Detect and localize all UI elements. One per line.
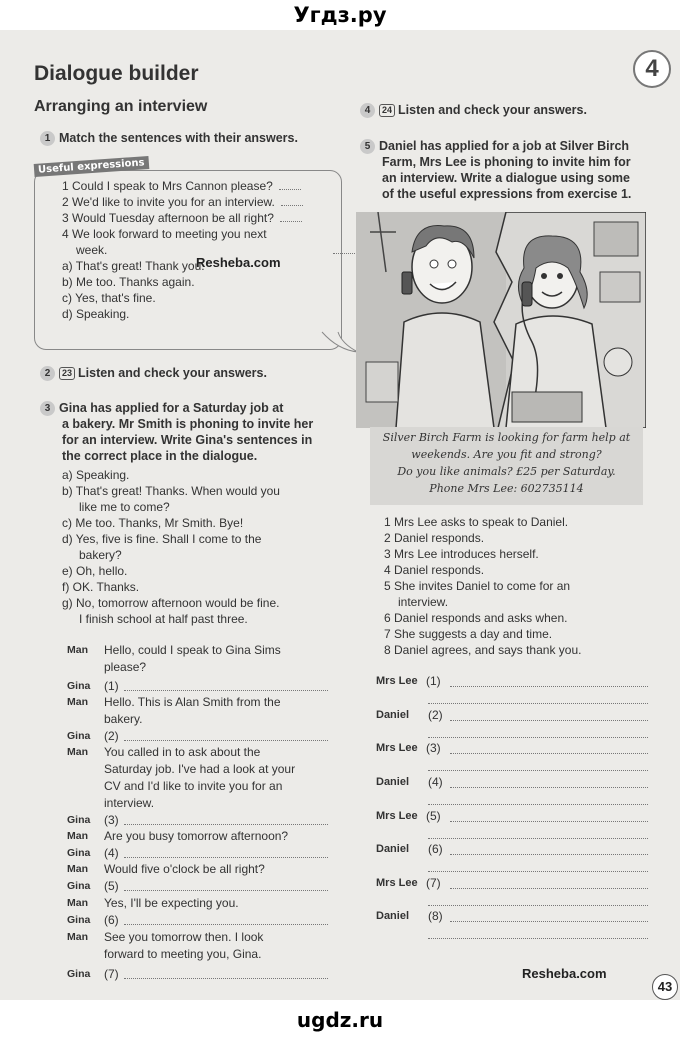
write-line-3b[interactable]: [428, 770, 648, 771]
dialogue-line: Hello. This is Alan Smith from the bakery.: [104, 695, 281, 726]
page-subtitle: Arranging an interview: [34, 98, 208, 115]
expression-item: 1 Could I speak to Mrs Cannon please?: [62, 178, 355, 194]
unit-number-badge: 4: [633, 50, 671, 88]
answer-gap-label: (1): [104, 679, 119, 693]
write-line-6b[interactable]: [428, 871, 648, 872]
step-item: 7 She suggests a day and time.: [384, 627, 553, 641]
write-line-8a[interactable]: [450, 921, 648, 922]
write-line-6a[interactable]: [450, 854, 648, 855]
answer-gap-label: (4): [104, 846, 119, 860]
line-number: (6): [428, 842, 443, 856]
speaker-label: Man: [67, 863, 88, 875]
step-item: 3 Mrs Lee introduces herself.: [384, 547, 539, 561]
line-number: (5): [426, 809, 441, 823]
speaker-label: Gina: [67, 880, 91, 892]
answer-line-6[interactable]: [124, 924, 328, 925]
option-item: b) That's great! Thanks. When would you: [62, 484, 280, 498]
cd-track-icon: 24: [379, 104, 395, 117]
write-line-2b[interactable]: [428, 737, 648, 738]
step-item: 8 Daniel agrees, and says thank you.: [384, 643, 582, 657]
line-number: (2): [428, 708, 443, 722]
speaker-label: Mrs Lee: [376, 810, 418, 822]
option-item: e) Oh, hello.: [62, 564, 128, 578]
option-item: a) Speaking.: [62, 468, 130, 482]
exercise-number: 1: [40, 131, 55, 146]
cd-track-icon: 23: [59, 367, 75, 380]
answer-gap-label: (3): [104, 813, 119, 827]
option-item: d) Yes, five is fine. Shall I come to the: [62, 532, 262, 546]
speaker-label: Mrs Lee: [376, 877, 418, 889]
line-number: (1): [426, 674, 441, 688]
write-line-4b[interactable]: [428, 804, 648, 805]
phone-call-illustration: [356, 212, 646, 428]
speaker-label: Man: [67, 897, 88, 909]
exercise-3-options: [62, 467, 280, 627]
exercise-1-instruction: [40, 130, 298, 146]
exercise-2-instruction: 2 23 Listen and check your answers.: [40, 365, 267, 381]
write-line-5b[interactable]: [428, 838, 648, 839]
answer-item: d) Speaking.: [62, 307, 130, 321]
exercise-number: 2: [40, 366, 55, 381]
write-line-3a[interactable]: [450, 753, 648, 754]
answer-gap-label: (5): [104, 879, 119, 893]
dialogue-line: You called in to ask about the Saturday job. I've had a look at your CV and I'd like to invite you for an interview.: [104, 745, 296, 810]
watermark: Resheba.com: [196, 255, 281, 270]
dialogue-line: Yes, I'll be expecting you.: [104, 896, 239, 910]
line-number: (7): [426, 876, 441, 890]
speaker-label: Man: [67, 830, 88, 842]
speaker-label: Gina: [67, 814, 91, 826]
watermark: Resheba.com: [522, 966, 607, 981]
exercise-4-instruction: 4 24 Listen and check your answers.: [360, 102, 587, 118]
speaker-label: Man: [67, 746, 88, 758]
option-item-cont: bakery?: [79, 548, 122, 562]
exercise-number: 4: [360, 103, 375, 118]
exercise-5-instruction: 5 Daniel has applied for a job at Silver Birch Farm, Mrs Lee is phoning to invite him for an interview. Write a dialogue using some of the useful expressions from exercise 1.: [360, 138, 660, 202]
expression-item-cont: week.: [62, 242, 355, 258]
write-line-1a[interactable]: [450, 686, 648, 687]
textbook-page: [0, 30, 680, 1000]
write-line-4a[interactable]: [450, 787, 648, 788]
site-footer: ugdz.ru: [296, 1008, 384, 1032]
dialogue-line: Would five o'clock be all right?: [104, 862, 265, 876]
answer-gap-label: (7): [104, 967, 119, 981]
answer-line-5[interactable]: [124, 890, 328, 891]
speaker-label: Daniel: [376, 709, 410, 721]
dialogue-line: Are you busy tomorrow afternoon?: [104, 829, 289, 843]
speaker-label: Gina: [67, 680, 91, 692]
speaker-label: Man: [67, 931, 88, 943]
answer-gap-label: (2): [104, 729, 119, 743]
answer-gap-label: (6): [104, 913, 119, 927]
option-item: f) OK. Thanks.: [62, 580, 140, 594]
speaker-label: Gina: [67, 847, 91, 859]
step-item: 6 Daniel responds and asks when.: [384, 611, 568, 625]
step-item: 4 Daniel responds.: [384, 563, 485, 577]
exercise-3-instruction: 3 Gina has applied for a Saturday job at a bakery. Mr Smith is phoning to invite her for an interview. Write Gina's sentences in the correct place in the dialogue.: [40, 400, 340, 464]
speaker-label: Man: [67, 644, 88, 656]
write-line-2a[interactable]: [450, 720, 648, 721]
speaker-label: Daniel: [376, 910, 410, 922]
useful-expressions-tag: Useful expressions: [34, 156, 149, 177]
speaker-label: Mrs Lee: [376, 742, 418, 754]
write-line-8b[interactable]: [428, 938, 648, 939]
line-number: (3): [426, 741, 441, 755]
answer-item: a) That's great! Thank you.: [62, 259, 205, 273]
speaker-label: Daniel: [376, 776, 410, 788]
speaker-label: Gina: [67, 968, 91, 980]
write-line-1b[interactable]: [428, 703, 648, 704]
speaker-label: Mrs Lee: [376, 675, 418, 687]
instruction-text: Match the sentences with their answers.: [59, 131, 298, 145]
answer-item: c) Yes, that's fine.: [62, 291, 156, 305]
speaker-label: Man: [67, 696, 88, 708]
option-item-cont: I finish school at half past three.: [79, 612, 248, 626]
expression-item: 2 We'd like to invite you for an interview.: [62, 194, 355, 210]
answer-line-4[interactable]: [124, 857, 328, 858]
step-item: 5 She invites Daniel to come for an: [384, 579, 571, 593]
speaker-label: Gina: [67, 730, 91, 742]
answer-line-3[interactable]: [124, 824, 328, 825]
option-item: g) No, tomorrow afternoon would be fine.: [62, 596, 280, 610]
write-line-7a[interactable]: [450, 888, 648, 889]
answer-line-1[interactable]: [124, 690, 328, 691]
dialogue-line: Hello, could I speak to Gina Sims please?: [104, 643, 281, 674]
dialogue-steps-list: [384, 514, 581, 658]
expression-item: 3 Would Tuesday afternoon be all right?: [62, 210, 355, 226]
site-header: Угдз.ру: [293, 3, 387, 27]
expression-item: 4 We look forward to meeting you next: [62, 227, 267, 241]
exercise-number: 3: [40, 401, 55, 416]
line-number: (4): [428, 775, 443, 789]
option-item: c) Me too. Thanks, Mr Smith. Bye!: [62, 516, 244, 530]
step-item: 1 Mrs Lee asks to speak to Daniel.: [384, 515, 569, 529]
write-line-7b[interactable]: [428, 905, 648, 906]
option-item-cont: like me to come?: [79, 500, 170, 514]
answer-line-2[interactable]: [124, 740, 328, 741]
answer-item: b) Me too. Thanks again.: [62, 275, 195, 289]
line-number: (8): [428, 909, 443, 923]
useful-expressions-list: [62, 178, 355, 322]
speech-bubble-tail: [320, 330, 360, 356]
speaker-label: Gina: [67, 914, 91, 926]
page-number: 43: [652, 974, 678, 1000]
page-title: Dialogue builder: [34, 62, 199, 85]
write-line-5a[interactable]: [450, 821, 648, 822]
step-item: 2 Daniel responds.: [384, 531, 485, 545]
exercise-number: 5: [360, 139, 375, 154]
step-item-cont: interview.: [398, 595, 449, 609]
speaker-label: Daniel: [376, 843, 410, 855]
job-advert: Silver Birch Farm is looking for farm help at weekends. Are you fit and strong? Do you like animals? £25 per Saturday. Phone Mrs Lee: 602735114: [370, 427, 643, 505]
dialogue-line: See you tomorrow then. I look forward to meeting you, Gina.: [104, 930, 264, 961]
answer-line-7[interactable]: [124, 978, 328, 979]
